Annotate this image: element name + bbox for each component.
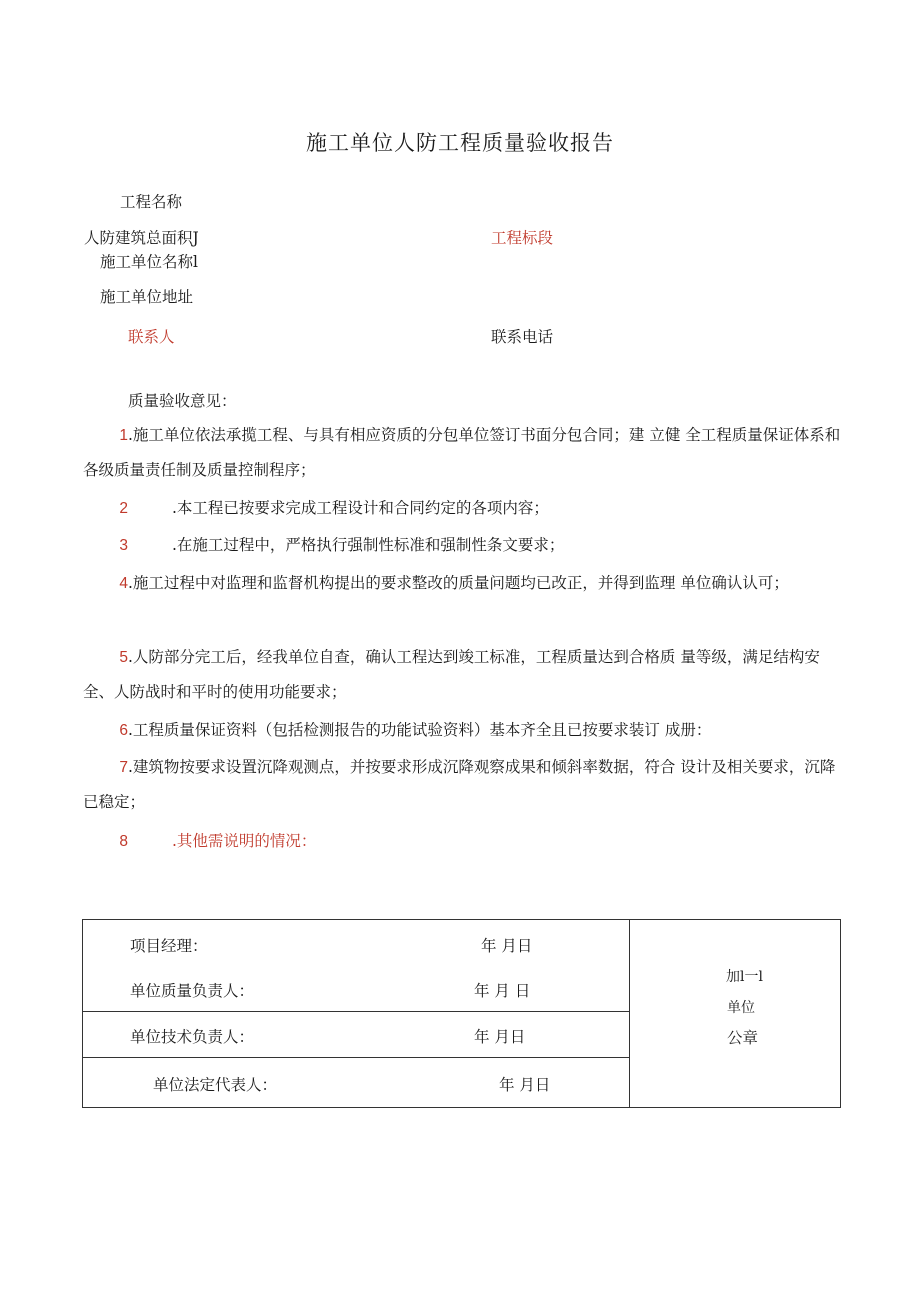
- item-number: 8: [119, 833, 128, 850]
- project-manager-date: 年 月日: [481, 937, 533, 955]
- section-label: 工程标段: [491, 229, 554, 247]
- project-name-label: 工程名称: [120, 193, 183, 211]
- contact-label: 联系人: [128, 328, 175, 346]
- item-text: .施工单位依法承揽工程、与具有相应资质的分包单位签订书面分包合同；建 立健 全工程质量保证体系和各级质量责任制及质量控制程序；: [83, 426, 841, 479]
- page-title: 施工单位人防工程质量验收报告: [306, 131, 614, 155]
- quality-lead-label: 单位质量负责人：: [130, 982, 255, 1000]
- item-text: .工程质量保证资料（包括检测报告的功能试验资料）基本齐全且已按要求装订 成册：: [128, 721, 712, 739]
- signature-table: [82, 919, 841, 1108]
- opinion-item-1: [83, 418, 843, 488]
- opinion-item-3: [83, 528, 564, 563]
- unit-name-label: 施工单位名称l: [100, 253, 198, 271]
- phone-label: 联系电话: [491, 328, 554, 346]
- item-text: .其他需说明的情况：: [172, 832, 317, 850]
- item-number: 1: [119, 427, 128, 444]
- manager-quality-cell: [83, 920, 630, 1012]
- opinion-item-7: [83, 750, 843, 820]
- legal-rep-cell: [83, 1058, 630, 1108]
- unit-address-label: 施工单位地址: [100, 288, 194, 306]
- opinion-item-8: [83, 824, 316, 859]
- opinion-heading: 质量验收意见：: [128, 392, 237, 410]
- seal-text-1: 加l一l: [726, 969, 763, 985]
- opinion-item-2: [83, 491, 549, 526]
- opinion-item-6: [83, 713, 711, 748]
- seal-text-2: 单位: [727, 1000, 755, 1016]
- project-manager-label: 项目经理：: [130, 937, 208, 955]
- tech-lead-date: 年 月日: [474, 1028, 526, 1046]
- item-text: .本工程已按要求完成工程设计和合同约定的各项内容；: [172, 499, 549, 517]
- item-number: 2: [119, 500, 128, 517]
- item-number: 3: [119, 537, 128, 554]
- quality-lead-date: 年 月 日: [474, 982, 531, 1000]
- opinion-item-5: [83, 640, 843, 710]
- seal-text-3: 公章: [727, 1029, 759, 1047]
- area-label: 人防建筑总面积J: [84, 229, 199, 247]
- tech-lead-cell: [83, 1012, 630, 1058]
- item-text: .施工过程中对监理和监督机构提出的要求整改的质量问题均已改正，并得到监理 单位确认认可；: [128, 574, 789, 592]
- tech-lead-label: 单位技术负责人：: [130, 1028, 255, 1046]
- seal-cell: [630, 920, 841, 1108]
- legal-rep-label: 单位法定代表人：: [153, 1076, 278, 1094]
- legal-rep-date: 年 月日: [499, 1076, 551, 1094]
- item-number: 7: [119, 759, 128, 776]
- item-number: 5: [119, 649, 128, 666]
- item-number: 6: [119, 722, 128, 739]
- item-text: .人防部分完工后，经我单位自查，确认工程达到竣工标准，工程质量达到合格质 量等级，满足结构安全、人防战时和平时的使用功能要求；: [83, 648, 820, 701]
- item-text: .在施工过程中，严格执行强制性标准和强制性条文要求；: [172, 536, 565, 554]
- item-text: .建筑物按要求设置沉降观测点，并按要求形成沉降观察成果和倾斜率数据，符合 设计及相关要求，沉降已稳定；: [83, 758, 836, 811]
- opinion-item-4: [83, 566, 843, 601]
- item-number: 4: [119, 575, 128, 592]
